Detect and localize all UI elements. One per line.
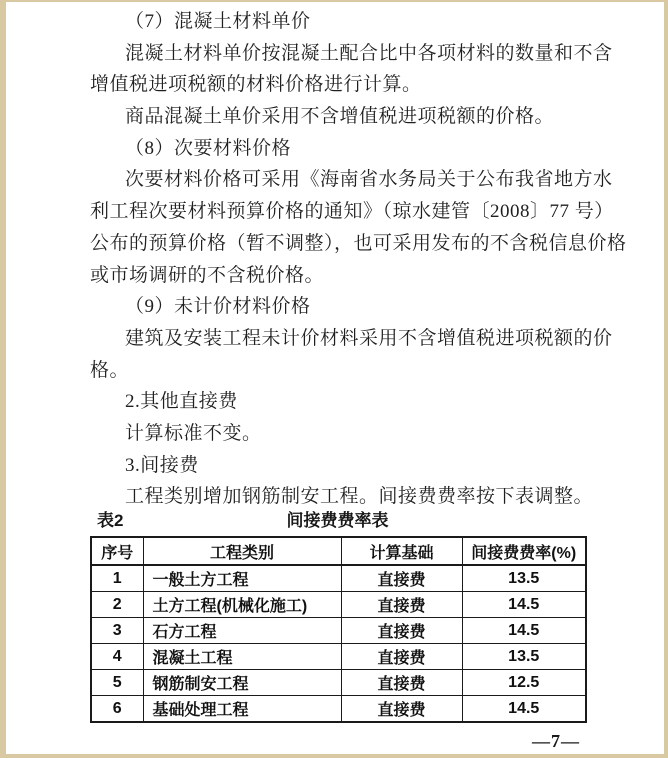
cell-basis: 直接费 [341, 644, 462, 670]
table-title: 间接费费率表 [286, 511, 389, 530]
table-row [91, 618, 586, 644]
text-line: 计算标准不变。 [125, 422, 262, 444]
text-line: 格。 [90, 359, 130, 381]
text-line-heading-indirect-fee: 3.间接费 [125, 454, 199, 476]
table-row [91, 670, 586, 696]
cell-category: 石方工程 [143, 618, 341, 644]
body-text [90, 6, 627, 513]
cell-rate: 13.5 [462, 644, 586, 670]
text-line: 增值税进项税额的材料价格进行计算。 [90, 74, 422, 96]
table-row [91, 592, 586, 618]
table-caption [90, 506, 585, 530]
cell-basis: 直接费 [341, 618, 462, 644]
text-line: 建筑及安装工程未计价材料采用不含增值税进项税额的价 [125, 327, 613, 349]
text-line-heading-7: （7）混凝土材料单价 [125, 11, 311, 32]
cell-rate: 14.5 [462, 696, 586, 723]
cell-basis: 直接费 [341, 592, 462, 618]
text-line: 利工程次要材料预算价格的通知》（琼水建管〔2008〕77 号） [90, 201, 614, 223]
cell-category: 土方工程(机械化施工) [143, 592, 341, 618]
column-header-rate: 间接费费率(%) [462, 537, 586, 565]
cell-rate: 13.5 [462, 565, 586, 592]
cell-seq: 5 [91, 670, 143, 696]
column-header-basis: 计算基础 [341, 537, 462, 565]
text-line-heading-8: （8）次要材料价格 [125, 137, 292, 159]
text-line: 混凝土材料单价按混凝土配合比中各项材料的数量和不含 [125, 42, 613, 64]
text-line: 公布的预算价格（暂不调整），也可采用发布的不含税信息价格 [90, 232, 627, 254]
table-row [91, 644, 586, 670]
text-line: 或市场调研的不含税价格。 [90, 264, 325, 286]
cell-seq: 2 [91, 592, 143, 618]
scan-border-right [664, 0, 668, 758]
cell-category: 一般土方工程 [143, 565, 341, 592]
column-header-seq: 序号 [91, 537, 143, 565]
text-line: 工程类别增加钢筋制安工程。间接费费率按下表调整。 [125, 486, 594, 508]
scan-border-top [0, 0, 668, 2]
indirect-fee-rate-table [90, 536, 587, 723]
cell-seq: 4 [91, 644, 143, 670]
text-line-heading-other-direct-fee: 2.其他直接费 [125, 391, 238, 413]
cell-seq: 1 [91, 565, 143, 592]
cell-basis: 直接费 [341, 670, 462, 696]
cell-basis: 直接费 [341, 565, 462, 592]
cell-rate: 12.5 [462, 670, 586, 696]
column-header-category: 工程类别 [143, 537, 341, 565]
cell-rate: 14.5 [462, 592, 586, 618]
table-row [91, 696, 586, 723]
text-line: 商品混凝土单价采用不含增值税进项税额的价格。 [125, 106, 555, 128]
table-label: 表2 [97, 511, 124, 530]
text-line-heading-9: （9）未计价材料价格 [125, 296, 311, 318]
text-line: 次要材料价格可采用《海南省水务局关于公布我省地方水 [125, 169, 613, 191]
cell-basis: 直接费 [341, 696, 462, 723]
table-header-row [91, 537, 586, 565]
scan-border-left [0, 0, 6, 758]
cell-category: 混凝土工程 [143, 644, 341, 670]
cell-rate: 14.5 [462, 618, 586, 644]
cell-category: 基础处理工程 [143, 696, 341, 723]
page-number: —7— [532, 731, 580, 751]
table-row [91, 565, 586, 592]
cell-seq: 3 [91, 618, 143, 644]
cell-seq: 6 [91, 696, 143, 723]
cell-category: 钢筋制安工程 [143, 670, 341, 696]
scan-border-bottom [0, 754, 668, 758]
